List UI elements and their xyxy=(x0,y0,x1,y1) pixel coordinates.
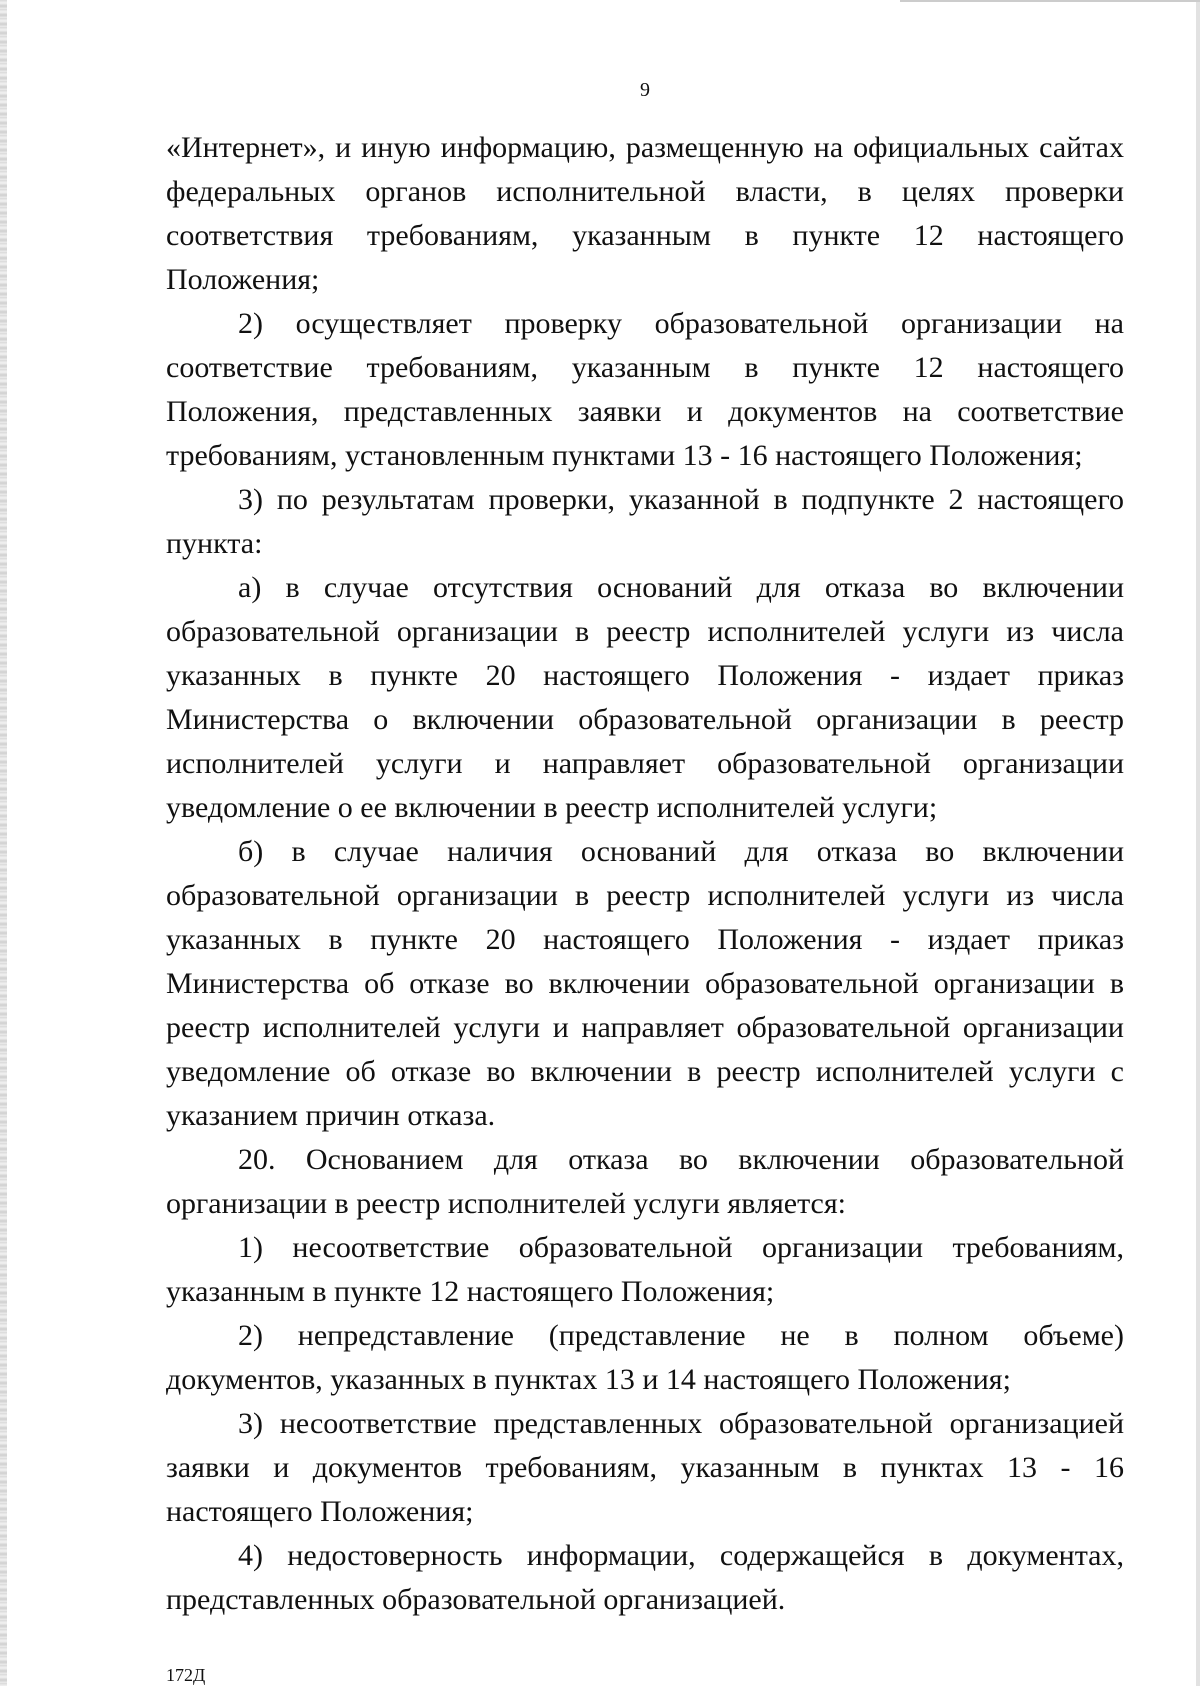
footer-document-code: 172Д xyxy=(166,1665,206,1685)
paragraph-subitem-a: а) в случае отсутствия оснований для отказа во включении образовательной организации в реестр исполнителей услуги из числа указанных в пункте 20 настоящего Положения - издает приказ Министерства о включении образовательной организации в реестр исполнителей услуги и направляет образовательной организации уведомление о ее включении в реестр исполнителей услуги; xyxy=(166,571,1124,824)
scan-edge-right xyxy=(1196,0,1200,1686)
paragraph-clause-20: 20. Основанием для отказа во включении образовательной организации в реестр исполнителей услуги является: xyxy=(166,1143,1124,1220)
paragraph-ground-1: 1) несоответствие образовательной организации требованиям, указанным в пункте 12 настоящего Положения; xyxy=(166,1231,1124,1308)
paragraph-ground-2: 2) непредставление (представление не в полном объеме) документов, указанных в пунктах 13 и 14 настоящего Положения; xyxy=(166,1319,1124,1396)
paragraph-ground-3: 3) несоответствие представленных образовательной организацией заявки и документов требованиям, указанным в пунктах 13 - 16 настоящего Положения; xyxy=(166,1407,1124,1528)
paragraph-ground-4: 4) недостоверность информации, содержащейся в документах, представленных образовательной организацией. xyxy=(166,1539,1124,1616)
scan-edge-top xyxy=(900,0,1200,2)
page-number: 9 xyxy=(640,79,650,101)
paragraph-item-2: 2) осуществляет проверку образовательной организации на соответствие требованиям, указанным в пункте 12 настоящего Положения, представленных заявки и документов на соответствие требованиям, установленным пунктами 13 - 16 настоящего Положения; xyxy=(166,307,1124,472)
paragraph-continuation: «Интернет», и иную информацию, размещенную на официальных сайтах федеральных органов исполнительной власти, в целях проверки соответствия требованиям, указанным в пункте 12 настоящего Положения; xyxy=(166,131,1124,296)
document-body xyxy=(166,126,1124,1622)
paragraph-subitem-b: б) в случае наличия оснований для отказа во включении образовательной организации в реестр исполнителей услуги из числа указанных в пункте 20 настоящего Положения - издает приказ Министерства об отказе во включении образовательной организации в реестр исполнителей услуги и направляет образовательной организации уведомление об отказе во включении в реестр исполнителей услуги с указанием причин отказа. xyxy=(166,835,1124,1132)
scan-edge-left xyxy=(0,0,7,1686)
paragraph-item-3: 3) по результатам проверки, указанной в подпункте 2 настоящего пункта: xyxy=(166,483,1124,560)
